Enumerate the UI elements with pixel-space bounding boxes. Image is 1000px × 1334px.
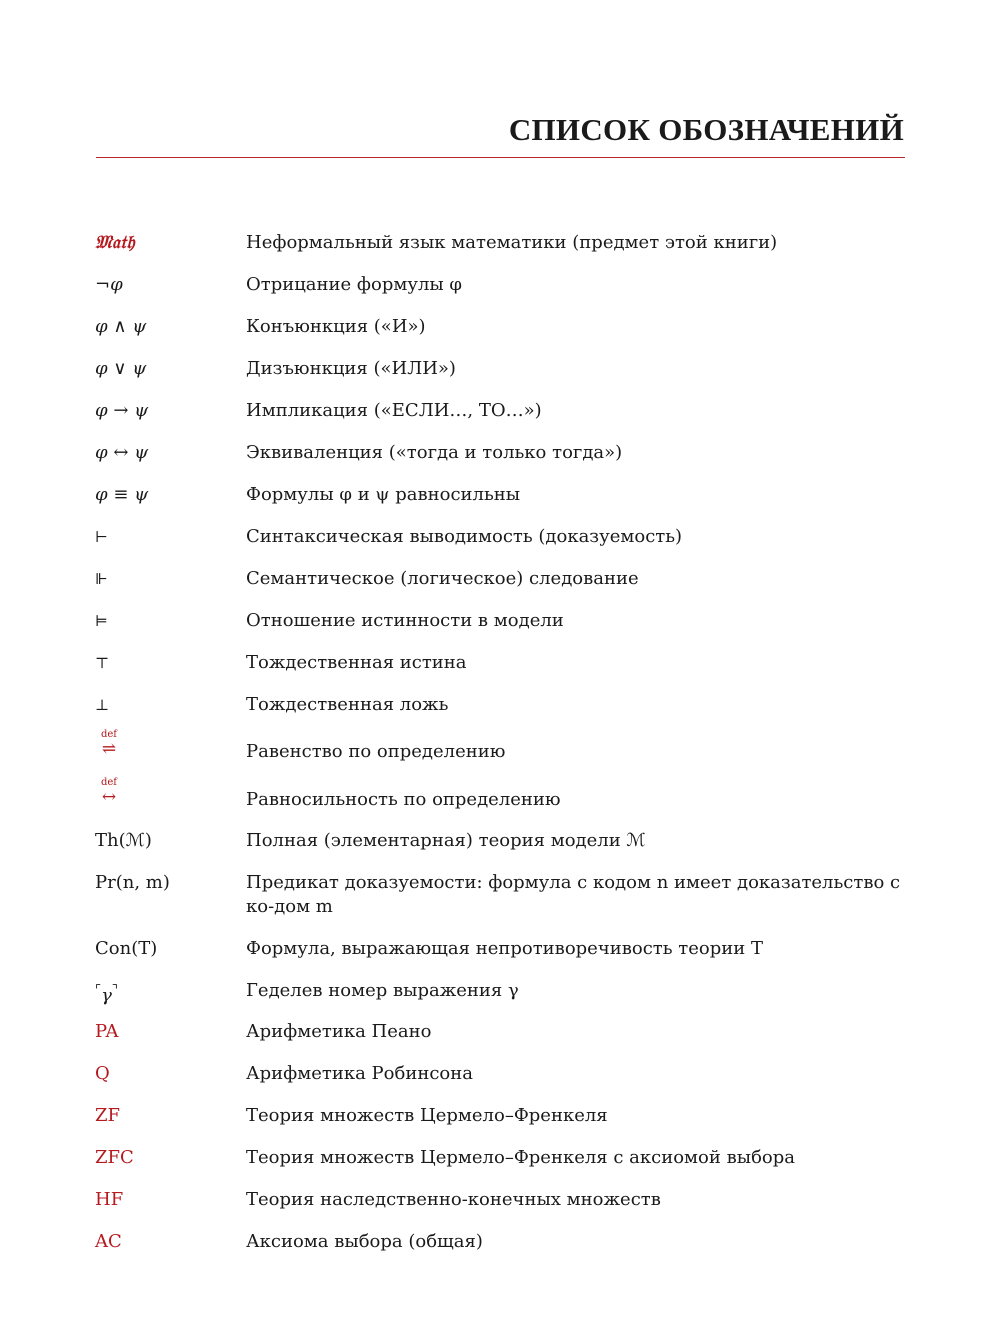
notation-symbol: φ ≡ ψ [95,484,149,505]
notation-symbol: ZF [95,1105,120,1126]
notation-description: Геделев номер выражения γ [246,980,519,1001]
notation-description: Формулы φ и ψ равносильны [246,484,521,505]
notation-description: Тождественная истина [246,652,467,673]
notation-description: Арифметика Пеано [246,1021,432,1042]
notation-description: Эквиваленция («тогда и только тогда») [246,442,623,463]
notation-description: Формула, выражающая непротиворечивость теории T [246,938,763,959]
notation-description: Отрицание формулы φ [246,274,463,295]
notation-symbol: φ → ψ [95,400,149,421]
notation-symbol: ⊤ [95,654,110,672]
notation-symbol: Th(ℳ) [95,830,152,851]
title-divider [96,157,905,158]
notation-description: Конъюнкция («И») [246,316,426,337]
notation-description: Предикат доказуемости: формула с кодом n имеет доказательство с ко-дом m [246,872,901,917]
notation-description: Равносильность по определению [246,789,561,810]
notation-symbol: ZFC [95,1147,134,1168]
notation-symbol: PA [95,1021,119,1042]
notation-symbol: φ ↔ ψ [95,442,149,463]
notation-symbol: ⊥ [95,696,110,714]
notation-description: Теория множеств Цермело–Френкеля с аксиомой выбора [246,1147,795,1168]
notation-description: Импликация («ЕСЛИ…, ТО…») [246,400,542,421]
def-equals-symbol: def ⇌ [100,729,118,759]
notation-symbol: HF [95,1189,124,1210]
notation-description: Арифметика Робинсона [246,1063,473,1084]
notation-description: Равенство по определению [246,741,506,762]
notation-description: Семантическое (логическое) следование [246,568,639,589]
godel-gamma: γ [101,985,112,1006]
notation-description: Полная (элементарная) теория модели ℳ [246,830,646,851]
notation-description: Синтаксическая выводимость (доказуемость) [246,526,683,547]
notation-description: Тождественная ложь [246,694,449,715]
notation-description: Аксиома выбора (общая) [246,1231,483,1252]
notation-symbol: AC [95,1231,122,1252]
godel-right-corner: ⌝ [111,983,118,998]
notation-symbol: φ ∨ ψ [95,358,147,379]
notation-symbol: Con(T) [95,938,158,959]
notation-description: Теория наследственно-конечных множеств [246,1189,661,1210]
notation-description: Дизъюнкция («ИЛИ») [246,358,456,379]
notation-symbol: ¬φ [95,274,123,295]
notation-symbol: 𝔐𝔞𝔱𝔥 [95,232,136,253]
notation-symbol: Q [95,1063,110,1084]
def-equivalence-symbol: def ↔ [100,777,118,807]
notation-symbol [95,979,240,1008]
notation-symbol: ⊩ [95,570,108,588]
notation-symbol: Pr(n, m) [95,872,170,893]
notation-description: Отношение истинности в модели [246,610,564,631]
notation-description: Теория множеств Цермело–Френкеля [246,1105,608,1126]
notation-symbol: φ ∧ ψ [95,316,147,337]
notation-description: Неформальный язык математики (предмет этой книги) [246,232,778,253]
notation-symbol: ⊨ [95,612,108,630]
godel-left-corner: ⌜ [95,983,102,998]
page-title: СПИСОК ОБОЗНАЧЕНИЙ [508,112,904,147]
notation-symbol: ⊢ [95,528,108,546]
